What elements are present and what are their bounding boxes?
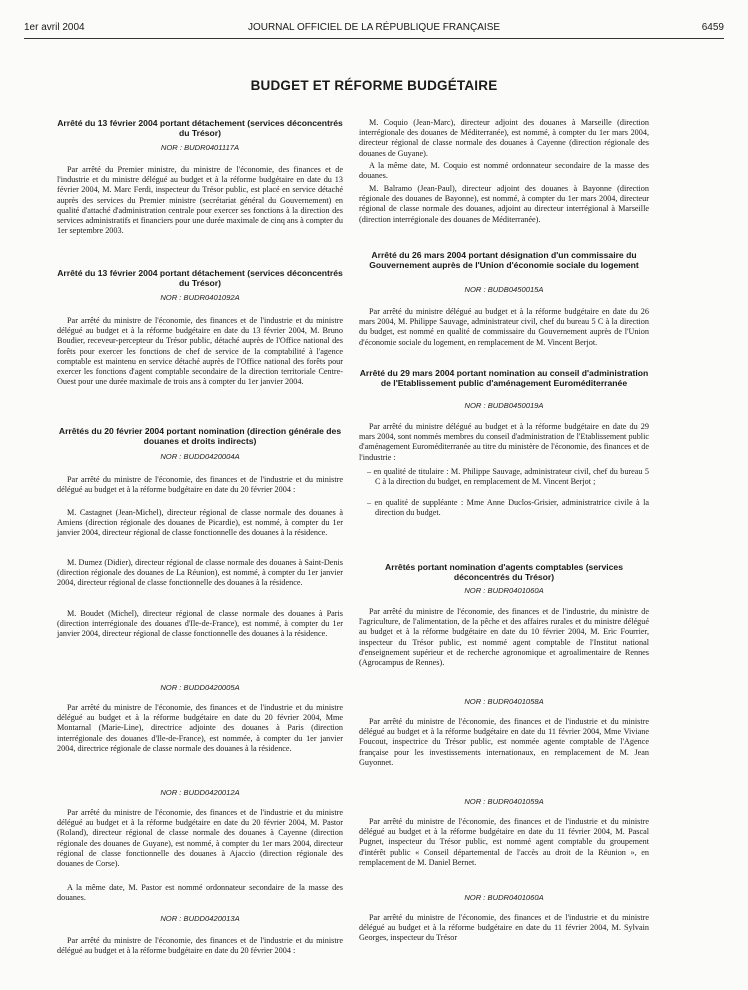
article-paragraph: Par arrêté du ministre de l'économie, des finances et de l'industrie et du ministre délégué au budget et à la réforme budgétaire en date du 20 février 2004 : [57,475,343,495]
header-journal-title: JOURNAL OFFICIEL DE LA RÉPUBLIQUE FRANÇAISE [247,22,501,33]
nor-reference: NOR : BUDD0420013A [160,914,240,923]
article-paragraph: Par arrêté du ministre de l'économie, des finances et de l'industrie et du ministre délégué au budget et à la réforme budgétaire en date du 20 février 2004, Mme Montarnal (Marie-Line), directrice adjointe des douanes à Paris (direction interrégionale des douanes d'Ile-de-France), est nommée, à compter du 1er janvier 2004, directrice régionale de classe normale des douanes à la résidence. [57,703,343,753]
article-paragraph: M. Boudet (Michel), directeur régional de classe normale des douanes à Paris (direction interrégionale des douanes d'Ile-de-France), est nommé, à compter du 1er janvier 2004, directeur régional de classe fonctionnelle des douanes à la résidence. [57,609,343,639]
article-title: Arrêté du 26 mars 2004 portant désignation d'un commissaire du Gouvernement auprès de l'Union d'économie sociale du logement [369,250,639,270]
article-title: Arrêtés portant nomination d'agents comptables (services déconcentrés du Trésor) [385,562,623,582]
article-paragraph: Par arrêté du ministre de l'économie, des finances et de l'industrie et du ministre délégué au budget et à la réforme budgétaire en date du 11 février 2004, Mme Viviane Foucout, inspectrice du Trésor public, est nommée agente comptable de l'Agence française pour les investissements internationaux, en remplacement de M. Jean Guyonnet. [359,717,649,767]
article-title: Arrêté du 13 février 2004 portant détachement (services déconcentrés du Trésor) [57,268,343,288]
nor-reference: NOR : BUDR0401059A [464,797,544,806]
article-paragraph: Par arrêté du ministre de l'économie, des finances et de l'industrie, du ministre de l'agriculture, de l'alimentation, de la pêche et des affaires rurales et du ministre délégué au budget et à la réforme budgétaire en date du 10 février 2004, M. Eric Fourrier, inspecteur du Trésor public, est nommé agent comptable de l'Institut national d'enseignement supérieur et de recherche agronomique et agroalimentaire de Rennes (Agrocampus de Rennes). [359,607,649,668]
article-paragraph: M. Dumez (Didier), directeur régional de classe normale des douanes à Saint-Denis (direction régionale des douanes de La Réunion), est nommé, à compter du 1er janvier 2004, directeur régional de classe fonctionnelle des douanes à la résidence. [57,558,343,588]
article-paragraph: M. Coquio (Jean-Marc), directeur adjoint des douanes à Marseille (direction interrégionale des douanes de Méditerranée), est nommé, à compter du 1er mars 2004, directeur régional de classe normale des douanes à Cayenne (direction régionale des douanes de Guyane). [359,118,649,158]
article-title: Arrêtés du 20 février 2004 portant nomination (direction générale des douanes et droits indirects) [58,426,342,446]
nor-reference: NOR : BUDD0420005A [160,683,240,692]
article-title: Arrêté du 13 février 2004 portant détachement (services déconcentrés du Trésor) [57,118,343,138]
article-paragraph: Par arrêté du ministre de l'économie, des finances et de l'industrie et du ministre délégué au budget et à la réforme budgétaire en date du 11 février 2004, M. Sylvain Georges, inspecteur du Trésor [359,913,649,943]
article-paragraph: Par arrêté du ministre de l'économie, des finances et de l'industrie et du ministre délégué au budget et à la réforme budgétaire en date du 11 février 2004, M. Pascal Pugnet, inspecteur du Trésor public, est nommé agent comptable du groupement d'intérêt public « Conseil départemental de l'accès au droit de la Réunion », en remplacement de M. Daniel Bernet. [359,817,649,867]
nor-reference: NOR : BUDR0401117A [160,143,240,152]
article-paragraph: M. Balramo (Jean-Paul), directeur adjoint des douanes à Bayonne (direction régionale des douanes de Bayonne), est nommé, à compter du 1er mars 2004, directeur régional de classe normale des douanes, adjoint au directeur interrégional à Marseille (direction interrégionale des douanes de Méditerranée). [359,184,649,224]
list-item: – en qualité de titulaire : M. Philippe Sauvage, administrateur civil, chef du bureau 5 C à la direction du budget, en remplacement de M. Vincent Berjot ; [367,467,649,487]
article-title: Arrêté du 29 mars 2004 portant nomination au conseil d'administration de l'Etablissement public d'aménagement Euroméditerranée [359,368,649,388]
article-paragraph: Par arrêté du ministre de l'économie, des finances et de l'industrie et du ministre délégué au budget et à la réforme budgétaire en date du 13 février 2004, M. Bruno Boudier, receveur-percepteur du Trésor public, détaché auprès de l'Office national des forêts pour exercer les fonctions de chef de service de la comptabilité à l'agence comptable est maintenu en service détaché auprès de l'Office national des forêts pour exercer les fonctions d'agent comptable secondaire de la direction territoriale Centre-Ouest pour une durée maximale de trois ans à compter du 1er janvier 2004. [57,316,343,387]
article-paragraph: Par arrêté du Premier ministre, du ministre de l'économie, des finances et de l'industrie et du ministre délégué au budget et à la réforme budgétaire en date du 13 février 2004, M. Marc Ferdi, inspecteur du Trésor public, est placé en service détaché auprès des services du Premier ministre (secrétariat général du Gouvernement) en qualité d'attaché d'administration centrale pour exercer ses fonctions à la direction des services administratifs et financiers pour une durée maximale de cinq ans à compter du 1er septembre 2003. [57,165,343,236]
nor-reference: NOR : BUDR0401058A [464,697,544,706]
article-paragraph: Par arrêté du ministre de l'économie, des finances et de l'industrie et du ministre délégué au budget et à la réforme budgétaire en date du 20 février 2004 : [57,936,343,956]
left-column [57,0,343,990]
nor-reference: NOR : BUDR0401060A [464,893,544,902]
section-title: BUDGET ET RÉFORME BUDGÉTAIRE [250,78,498,93]
nor-reference: NOR : BUDB0450019A [464,401,544,410]
header-page-number: 6459 [701,22,724,33]
list-item: – en qualité de suppléante : Mme Anne Duclos-Grisier, administratrice civile à la direction du budget. [367,498,649,518]
nor-reference: NOR : BUDR0401060A [464,586,544,595]
article-paragraph: M. Castagnet (Jean-Michel), directeur régional de classe normale des douanes à Amiens (direction régionale des douanes de Picardie), est nommé, à compter du 1er janvier 2004, directeur régional de classe fonctionnelle des douanes à la résidence. [57,508,343,538]
right-column [359,0,649,990]
article-paragraph: A la même date, M. Pastor est nommé ordonnateur secondaire de la masse des douanes. [57,883,343,903]
nor-reference: NOR : BUDD0420012A [160,788,240,797]
nor-reference: NOR : BUDB0450015A [464,285,544,294]
nor-reference: NOR : BUDR0401092A [160,293,240,302]
article-paragraph: A la même date, M. Coquio est nommé ordonnateur secondaire de la masse des douanes. [359,161,649,181]
article-paragraph: Par arrêté du ministre de l'économie, des finances et de l'industrie et du ministre délégué au budget et à la réforme budgétaire en date du 20 février 2004, M. Pastor (Roland), directeur régional de classe normale des douanes à Cayenne (direction régionale des douanes de Guyane), est nommé, à compter du 1er mars 2004, directeur régional de classe fonctionnelle des douanes à Ajaccio (direction régionale des douanes de Corse). [57,808,343,869]
article-paragraph: Par arrêté du ministre délégué au budget et à la réforme budgétaire en date du 26 mars 2004, M. Philippe Sauvage, administrateur civil, chef du bureau 5 C à la direction du budget, est nommé en qualité de commissaire du Gouvernement auprès de l'Union d'économie sociale du logement, en remplacement de M. Vincent Berjot. [359,307,649,347]
header-date: 1er avril 2004 [24,22,85,33]
nor-reference: NOR : BUDD0420004A [160,452,240,461]
article-paragraph: Par arrêté du ministre délégué au budget et à la réforme budgétaire en date du 29 mars 2004, sont nommés membres du conseil d'administration de l'Etablissement public d'aménagement Euroméditerranée au titre du ministère de l'économie, des finances et de l'industrie : [359,422,649,462]
